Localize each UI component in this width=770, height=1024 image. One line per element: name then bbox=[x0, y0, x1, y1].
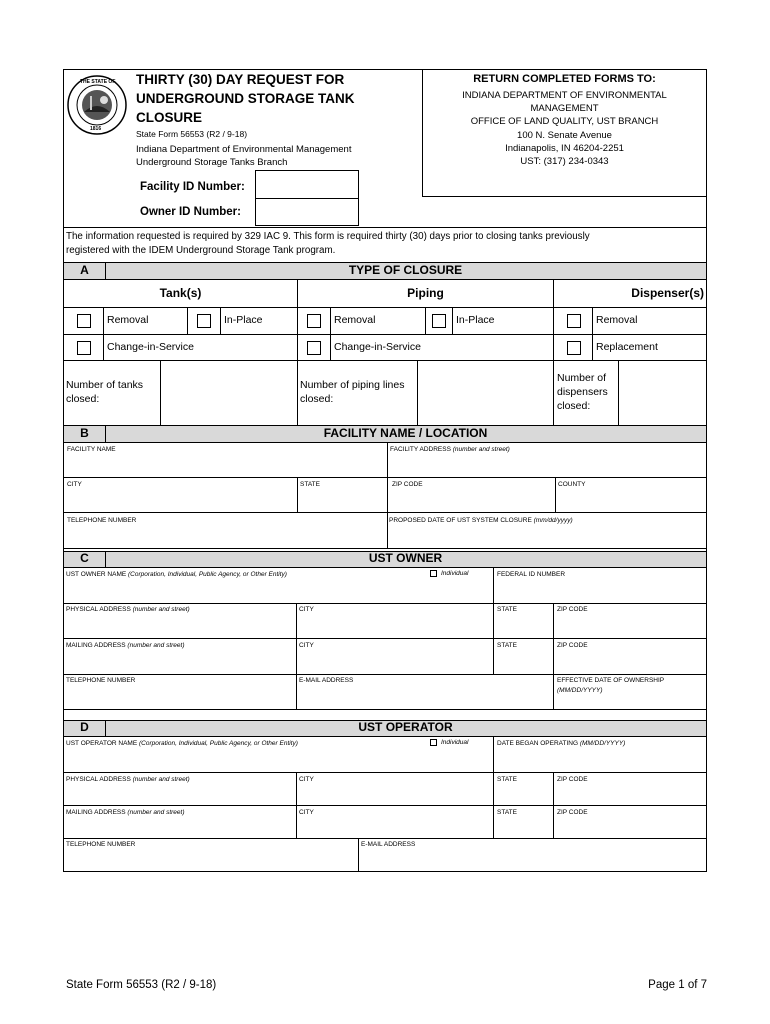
d-city-label: CITY bbox=[299, 776, 314, 783]
seal-top-text: THE STATE OF bbox=[80, 79, 116, 85]
facility-id-input[interactable] bbox=[255, 170, 359, 199]
owner-name-label: UST OWNER NAME (Corporation, Individual, Public Agency, or Other Entity) bbox=[66, 571, 287, 578]
agency-line2: Underground Storage Tanks Branch bbox=[136, 157, 288, 168]
owner-id-label: Owner ID Number: bbox=[140, 206, 241, 218]
tank-inplace-label: In-Place bbox=[224, 314, 263, 326]
owner-individual-checkbox[interactable] bbox=[430, 570, 437, 577]
pipe-removal-label: Removal bbox=[334, 314, 376, 326]
section-c-title: UST OWNER bbox=[368, 551, 443, 565]
disp-removal-checkbox[interactable] bbox=[567, 314, 581, 328]
operator-individual-checkbox[interactable] bbox=[430, 739, 437, 746]
c-eff-date-label-2: (MM/DD/YYYY) bbox=[557, 687, 603, 694]
form-title-line2: UNDERGROUND STORAGE TANK bbox=[136, 91, 355, 106]
tank-cis-label: Change-in-Service bbox=[107, 341, 194, 353]
num-pipe-label-1: Number of piping lines bbox=[300, 379, 405, 391]
owner-individual-label: Individual bbox=[441, 570, 469, 577]
tank-cis-checkbox[interactable] bbox=[77, 341, 91, 355]
section-b-title: FACILITY NAME / LOCATION bbox=[323, 426, 488, 440]
section-a-letter: A bbox=[80, 263, 89, 277]
d-mailing-state-label: STATE bbox=[497, 809, 517, 816]
col-piping: Piping bbox=[407, 286, 444, 300]
d-zip-label: ZIP CODE bbox=[557, 776, 588, 783]
d-mailing-address-label: MAILING ADDRESS (number and street) bbox=[66, 809, 185, 816]
num-tanks-label-2: closed: bbox=[66, 393, 100, 405]
b-city-label: CITY bbox=[67, 481, 82, 488]
proposed-date-label: PROPOSED DATE OF UST SYSTEM CLOSURE (mm/dd/yyyy) bbox=[389, 517, 573, 524]
tank-inplace-checkbox[interactable] bbox=[197, 314, 211, 328]
return-line3: OFFICE OF LAND QUALITY, UST BRANCH bbox=[470, 116, 659, 127]
facility-id-label: Facility ID Number: bbox=[140, 181, 245, 193]
col-dispensers: Dispenser(s) bbox=[631, 286, 704, 300]
section-c-letter: C bbox=[80, 551, 89, 565]
form-id: State Form 56553 (R2 / 9-18) bbox=[136, 129, 248, 139]
c-email-label: E-MAIL ADDRESS bbox=[299, 677, 354, 684]
form-title-line3: CLOSURE bbox=[136, 110, 203, 125]
section-d-title: UST OPERATOR bbox=[358, 720, 453, 734]
pipe-inplace-checkbox[interactable] bbox=[432, 314, 446, 328]
section-b-letter: B bbox=[80, 426, 89, 440]
return-line1: INDIANA DEPARTMENT OF ENVIRONMENTAL bbox=[462, 90, 667, 101]
c-physical-address-label: PHYSICAL ADDRESS (number and street) bbox=[66, 606, 190, 613]
d-physical-address-label: PHYSICAL ADDRESS (number and street) bbox=[66, 776, 190, 783]
footer-form-id: State Form 56553 (R2 / 9-18) bbox=[66, 979, 217, 991]
c-mailing-state-label: STATE bbox=[497, 642, 517, 649]
agency-line1: Indiana Department of Environmental Management bbox=[136, 144, 352, 155]
c-mailing-zip-label: ZIP CODE bbox=[557, 642, 588, 649]
info-line1: The information requested is required by 329 IAC 9. This form is required thirty (30) days prior to closing tanks previously bbox=[66, 231, 590, 242]
date-began-label: DATE BEGAN OPERATING (MM/DD/YYYY) bbox=[497, 740, 626, 747]
b-telephone-label: TELEPHONE NUMBER bbox=[67, 517, 137, 524]
d-email-label: E-MAIL ADDRESS bbox=[361, 841, 416, 848]
owner-id-input[interactable] bbox=[255, 198, 359, 226]
operator-name-label: UST OPERATOR NAME (Corporation, Individual, Public Agency, or Other Entity) bbox=[66, 740, 298, 747]
tank-removal-checkbox[interactable] bbox=[77, 314, 91, 328]
return-line5: Indianapolis, IN 46204-2251 bbox=[505, 143, 624, 154]
form-title-line1: THIRTY (30) DAY REQUEST FOR bbox=[136, 72, 345, 87]
c-eff-date-label-1: EFFECTIVE DATE OF OWNERSHIP bbox=[557, 677, 665, 684]
disp-replacement-checkbox[interactable] bbox=[567, 341, 581, 355]
d-mailing-zip-label: ZIP CODE bbox=[557, 809, 588, 816]
c-zip-label: ZIP CODE bbox=[557, 606, 588, 613]
c-mailing-city-label: CITY bbox=[299, 642, 314, 649]
return-line6: UST: (317) 234-0343 bbox=[520, 156, 609, 167]
num-disp-label-2: dispensers bbox=[557, 386, 608, 398]
d-mailing-city-label: CITY bbox=[299, 809, 314, 816]
facility-address-label: FACILITY ADDRESS (number and street) bbox=[390, 446, 510, 453]
num-tanks-label-1: Number of tanks bbox=[66, 379, 144, 391]
return-line4: 100 N. Senate Avenue bbox=[517, 130, 612, 141]
pipe-cis-checkbox[interactable] bbox=[307, 341, 321, 355]
disp-replacement-label: Replacement bbox=[596, 341, 658, 353]
b-zip-label: ZIP CODE bbox=[392, 481, 423, 488]
b-county-label: COUNTY bbox=[558, 481, 586, 488]
facility-name-label: FACILITY NAME bbox=[67, 446, 116, 453]
d-telephone-label: TELEPHONE NUMBER bbox=[66, 841, 136, 848]
num-pipe-label-2: closed: bbox=[300, 393, 334, 405]
c-mailing-address-label: MAILING ADDRESS (number and street) bbox=[66, 642, 185, 649]
c-city-label: CITY bbox=[299, 606, 314, 613]
operator-individual-label: Individual bbox=[441, 739, 469, 746]
pipe-removal-checkbox[interactable] bbox=[307, 314, 321, 328]
state-seal bbox=[66, 74, 128, 136]
num-disp-label-3: closed: bbox=[557, 400, 591, 412]
c-state-label: STATE bbox=[497, 606, 517, 613]
federal-id-label: FEDERAL ID NUMBER bbox=[497, 571, 566, 578]
section-d-letter: D bbox=[80, 720, 89, 734]
b-state-label: STATE bbox=[300, 481, 320, 488]
col-tanks: Tank(s) bbox=[159, 286, 202, 300]
seal-year-text: 1816 bbox=[90, 126, 102, 132]
d-state-label: STATE bbox=[497, 776, 517, 783]
info-line2: registered with the IDEM Underground Storage Tank program. bbox=[66, 245, 336, 256]
tank-removal-label: Removal bbox=[107, 314, 149, 326]
pipe-cis-label: Change-in-Service bbox=[334, 341, 421, 353]
section-a-title: TYPE OF CLOSURE bbox=[348, 263, 463, 277]
return-heading: RETURN COMPLETED FORMS TO: bbox=[473, 73, 656, 85]
c-telephone-label: TELEPHONE NUMBER bbox=[66, 677, 136, 684]
disp-removal-label: Removal bbox=[596, 314, 638, 326]
num-disp-label-1: Number of bbox=[557, 372, 607, 384]
pipe-inplace-label: In-Place bbox=[456, 314, 495, 326]
num-disp-input[interactable] bbox=[619, 361, 706, 426]
footer-page-number: Page 1 of 7 bbox=[648, 979, 707, 991]
num-pipe-input[interactable] bbox=[418, 361, 553, 426]
num-tanks-input[interactable] bbox=[161, 361, 297, 426]
return-line2: MANAGEMENT bbox=[530, 103, 599, 114]
